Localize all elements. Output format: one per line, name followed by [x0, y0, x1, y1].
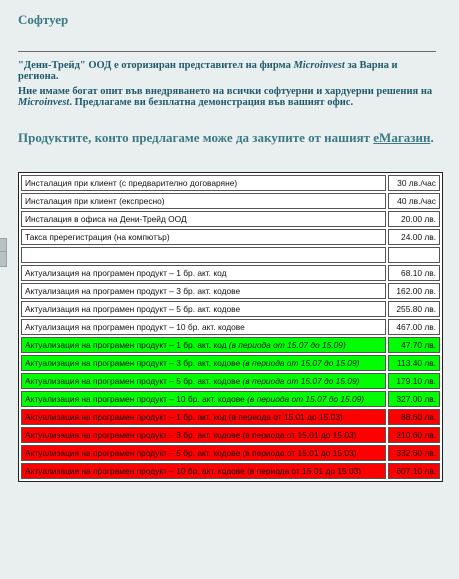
experience-text-end: . Предлагаме ви безплатна демонстрация във вашият офис. — [69, 97, 354, 108]
table-row — [21, 193, 440, 209]
experience-text: Ние имаме богат опит във внедряването на всички софтуерни и хардуерни решения на — [18, 86, 433, 97]
table-row — [21, 301, 440, 317]
service-name: Актуализация на програмен продукт – 1 бр. акт. код — [25, 340, 229, 350]
service-name-cell — [21, 409, 386, 425]
service-name-cell — [21, 427, 386, 443]
intro-paragraph — [18, 60, 438, 82]
service-name: Актуализация на програмен продукт – 10 бр. акт. кодове — [25, 322, 245, 332]
service-name-cell — [21, 265, 386, 281]
price-cell: 113.40 лв. — [388, 355, 440, 371]
table-row — [21, 391, 440, 407]
service-name-cell — [21, 247, 386, 263]
shop-callout-end: . — [430, 130, 434, 145]
table-row — [21, 265, 440, 281]
price-cell: 68.10 лв. — [388, 265, 440, 281]
service-name: Актуализация на програмен продукт – 10 бр. акт. кодове — [25, 394, 248, 404]
price-cell: 332.60 лв. — [388, 445, 440, 461]
service-name: Такса пререгистрация (на компютър) — [25, 232, 170, 242]
service-name-cell — [21, 337, 386, 353]
experience-paragraph — [18, 86, 438, 108]
service-name: Актуализация на програмен продукт – 5 бр. акт. кодове — [25, 376, 243, 386]
price-cell: 20.00 лв. — [388, 211, 440, 227]
price-cell: 47.70 лв. — [388, 337, 440, 353]
price-cell: 162.00 лв. — [388, 283, 440, 299]
service-name-cell — [21, 283, 386, 299]
price-cell: 30 лв./час — [388, 175, 440, 191]
price-cell: 467.00 лв. — [388, 319, 440, 335]
service-name: Актуализация на програмен продукт – 5 бр. акт. кодове — [25, 304, 241, 314]
service-name: Актуализация на програмен продукт – 1 бр. акт. код — [25, 268, 227, 278]
shop-callout — [18, 130, 438, 146]
service-name: Актуализация на програмен продукт – 10 бр. акт. кодове (в периода от 15.01 до 15.03) — [25, 466, 362, 476]
promo-period: (в периода от 15.07 до 15.09) — [242, 358, 360, 368]
table-row — [21, 445, 440, 461]
price-cell: 179.10 лв. — [388, 373, 440, 389]
table-row — [21, 355, 440, 371]
table-row — [21, 229, 440, 245]
promo-period: (в периода от 15.07 до 15.09) — [242, 376, 360, 386]
price-cell: 88.60 лв. — [388, 409, 440, 425]
service-name: Инсталация в офиса на Дени-Трейд ООД — [25, 214, 187, 224]
service-name-cell — [21, 301, 386, 317]
price-table-body — [21, 175, 440, 479]
price-cell: 327.00 лв. — [388, 391, 440, 407]
service-name: Инсталация при клиент (с предварително договаряне) — [25, 178, 238, 188]
table-row — [21, 319, 440, 335]
service-name-cell — [21, 319, 386, 335]
table-row — [21, 175, 440, 191]
price-table — [18, 172, 443, 482]
service-name-cell — [21, 211, 386, 227]
emagazin-link[interactable]: eМагазин — [373, 130, 431, 145]
brand-name: Microinvest — [293, 60, 345, 71]
price-cell: 255.80 лв. — [388, 301, 440, 317]
table-row — [21, 283, 440, 299]
service-name-cell — [21, 175, 386, 191]
service-name-cell — [21, 229, 386, 245]
service-name-cell — [21, 193, 386, 209]
shop-callout-text: Продуктите, конто предлагаме може да закупите от нашият — [18, 130, 374, 145]
promo-period: (в периода от 15.07 до 15.09) — [228, 340, 346, 350]
intro-text-end: за Варна и региона. — [18, 60, 398, 82]
service-name: Актуализация на програмен продукт – 3 бр. акт. кодове — [25, 286, 241, 296]
service-name: Актуализация на програмен продукт – 3 бр. акт. кодове — [25, 358, 243, 368]
table-row — [21, 211, 440, 227]
service-name-cell — [21, 463, 386, 479]
table-row — [21, 373, 440, 389]
page-title: Софтуер — [18, 12, 69, 27]
service-name-cell — [21, 373, 386, 389]
divider — [18, 51, 436, 52]
promo-period: (в периода от 15.07 до 15.09) — [247, 394, 365, 404]
service-name: Актуализация на програмен продукт – 5 бр. акт. кодове (в периода от 15.01 до 15.03) — [25, 448, 357, 458]
service-name: Актуализация на програмен продукт – 1 бр. акт. код (в периода от 15.01 до 15.03) — [25, 412, 343, 422]
price-cell: 24.00 лв. — [388, 229, 440, 245]
price-cell: 607.10 лв. — [388, 463, 440, 479]
service-name: Инсталация при клиент (експресно) — [25, 196, 165, 206]
price-cell — [388, 247, 440, 263]
side-tab-handle[interactable] — [0, 251, 7, 267]
service-name-cell — [21, 355, 386, 371]
price-cell: 40 лв./час — [388, 193, 440, 209]
table-row — [21, 247, 440, 263]
brand-name: Microinvest — [18, 97, 70, 108]
table-row — [21, 337, 440, 353]
intro-text: "Дени-Трейд" ООД е оторизиран представител на фирма — [18, 60, 294, 71]
service-name-cell — [21, 445, 386, 461]
price-cell: 210.60 лв. — [388, 427, 440, 443]
service-name: Актуализация на програмен продукт – 3 бр. акт. кодове (в периода от 15.01 до 15.03) — [25, 430, 357, 440]
table-row — [21, 409, 440, 425]
service-name-cell — [21, 391, 386, 407]
table-row — [21, 427, 440, 443]
table-row — [21, 463, 440, 479]
